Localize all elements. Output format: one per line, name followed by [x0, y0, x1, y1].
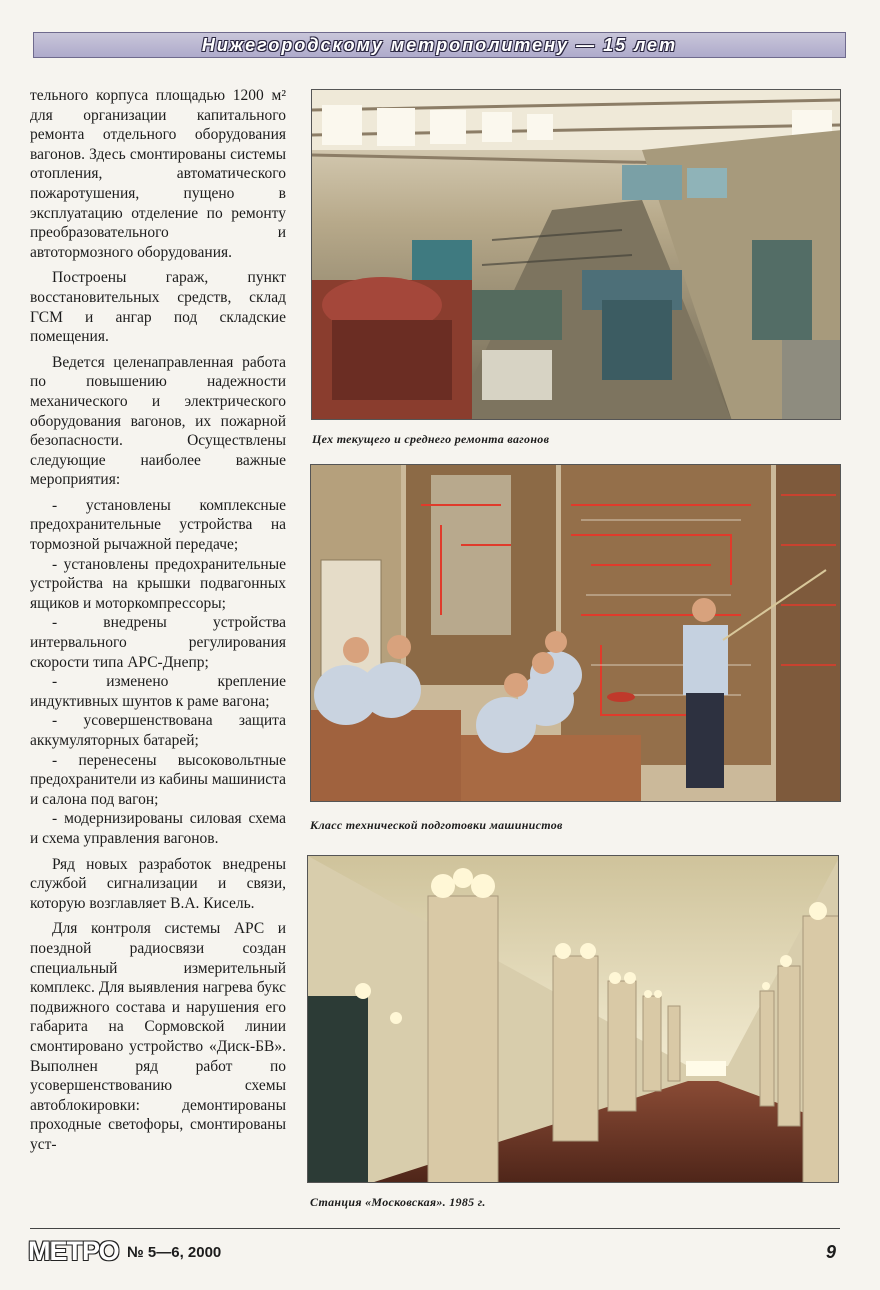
page-number: 9 [826, 1242, 837, 1262]
article-paragraph: тельного корпуса площадью 1200 м² для организации капитального ремонта отдельного оборудования вагонов. Здесь смонтированы системы отопления, автоматического пожаротушения, пущено в эксплуатацию отделение по ремонту преобразовательного и автотормозного оборудования. [30, 87, 286, 261]
station-illustration [308, 856, 839, 1183]
article-paragraph: Для контроля системы АРС и поездной радиосвязи создан специальный измерительный комплекс. Для выявления нагрева букс подвижного состава и нарушения его габарита на Сормовской линии смонтировано устройство «Диск-БВ». Выполнен ряд работ по усовершенствованию схемы автоблокировки: демонтированы проходные светофоры, смонтированы уст- [30, 920, 286, 1153]
list-item: - модернизированы силовая схема и схема управления вагонов. [30, 810, 286, 847]
photo-caption: Класс технической подготовки машинистов [310, 818, 563, 832]
photo-classroom [310, 464, 841, 802]
list-item: - установлены предохранительные устройства на крышки подвагонных ящиков и моторкомпрессоры; [30, 555, 286, 612]
photo-caption: Станция «Московская». 1985 г. [310, 1195, 486, 1209]
header-title: Нижегородскому метрополитену — 15 лет [201, 35, 678, 55]
running-header [33, 32, 846, 58]
issue-number: № 5—6, 2000 [127, 1244, 222, 1261]
list-item: - усовершенствована защита аккумуляторных батарей; [30, 712, 286, 749]
article-paragraph: Построены гараж, пункт восстановительных средств, склад ГСМ и ангар под складские помещения. [30, 269, 286, 346]
article-paragraph: Ряд новых разработок внедрены службой сигнализации и связи, которую возглавляет В.А. Кисель. [30, 855, 286, 912]
workshop-illustration [312, 90, 841, 420]
article-column [30, 86, 286, 1160]
list-item: - перенесены высоковольтные предохранители из кабины машиниста и салона под вагон; [30, 751, 286, 808]
magazine-logo: МЕТРО [28, 1236, 119, 1266]
article-paragraph: Ведется целенаправленная работа по повышению надежности механического и электрического оборудования вагонов, их пожарной безопасности. Осуществлены следующие наиболее важные мероприятия: [30, 353, 286, 489]
photo-workshop [311, 89, 841, 420]
photo-station [307, 855, 839, 1183]
list-item: - установлены комплексные предохранительные устройства на тормозной рычажной передаче; [30, 496, 286, 554]
list-item: - внедрены устройства интервального регулирования скорости типа АРС-Днепр; [30, 614, 286, 671]
footer-divider [30, 1228, 840, 1229]
list-item: - изменено крепление индуктивных шунтов к раме вагона; [30, 673, 286, 710]
classroom-illustration [311, 465, 841, 802]
photo-caption: Цех текущего и среднего ремонта вагонов [312, 432, 550, 446]
